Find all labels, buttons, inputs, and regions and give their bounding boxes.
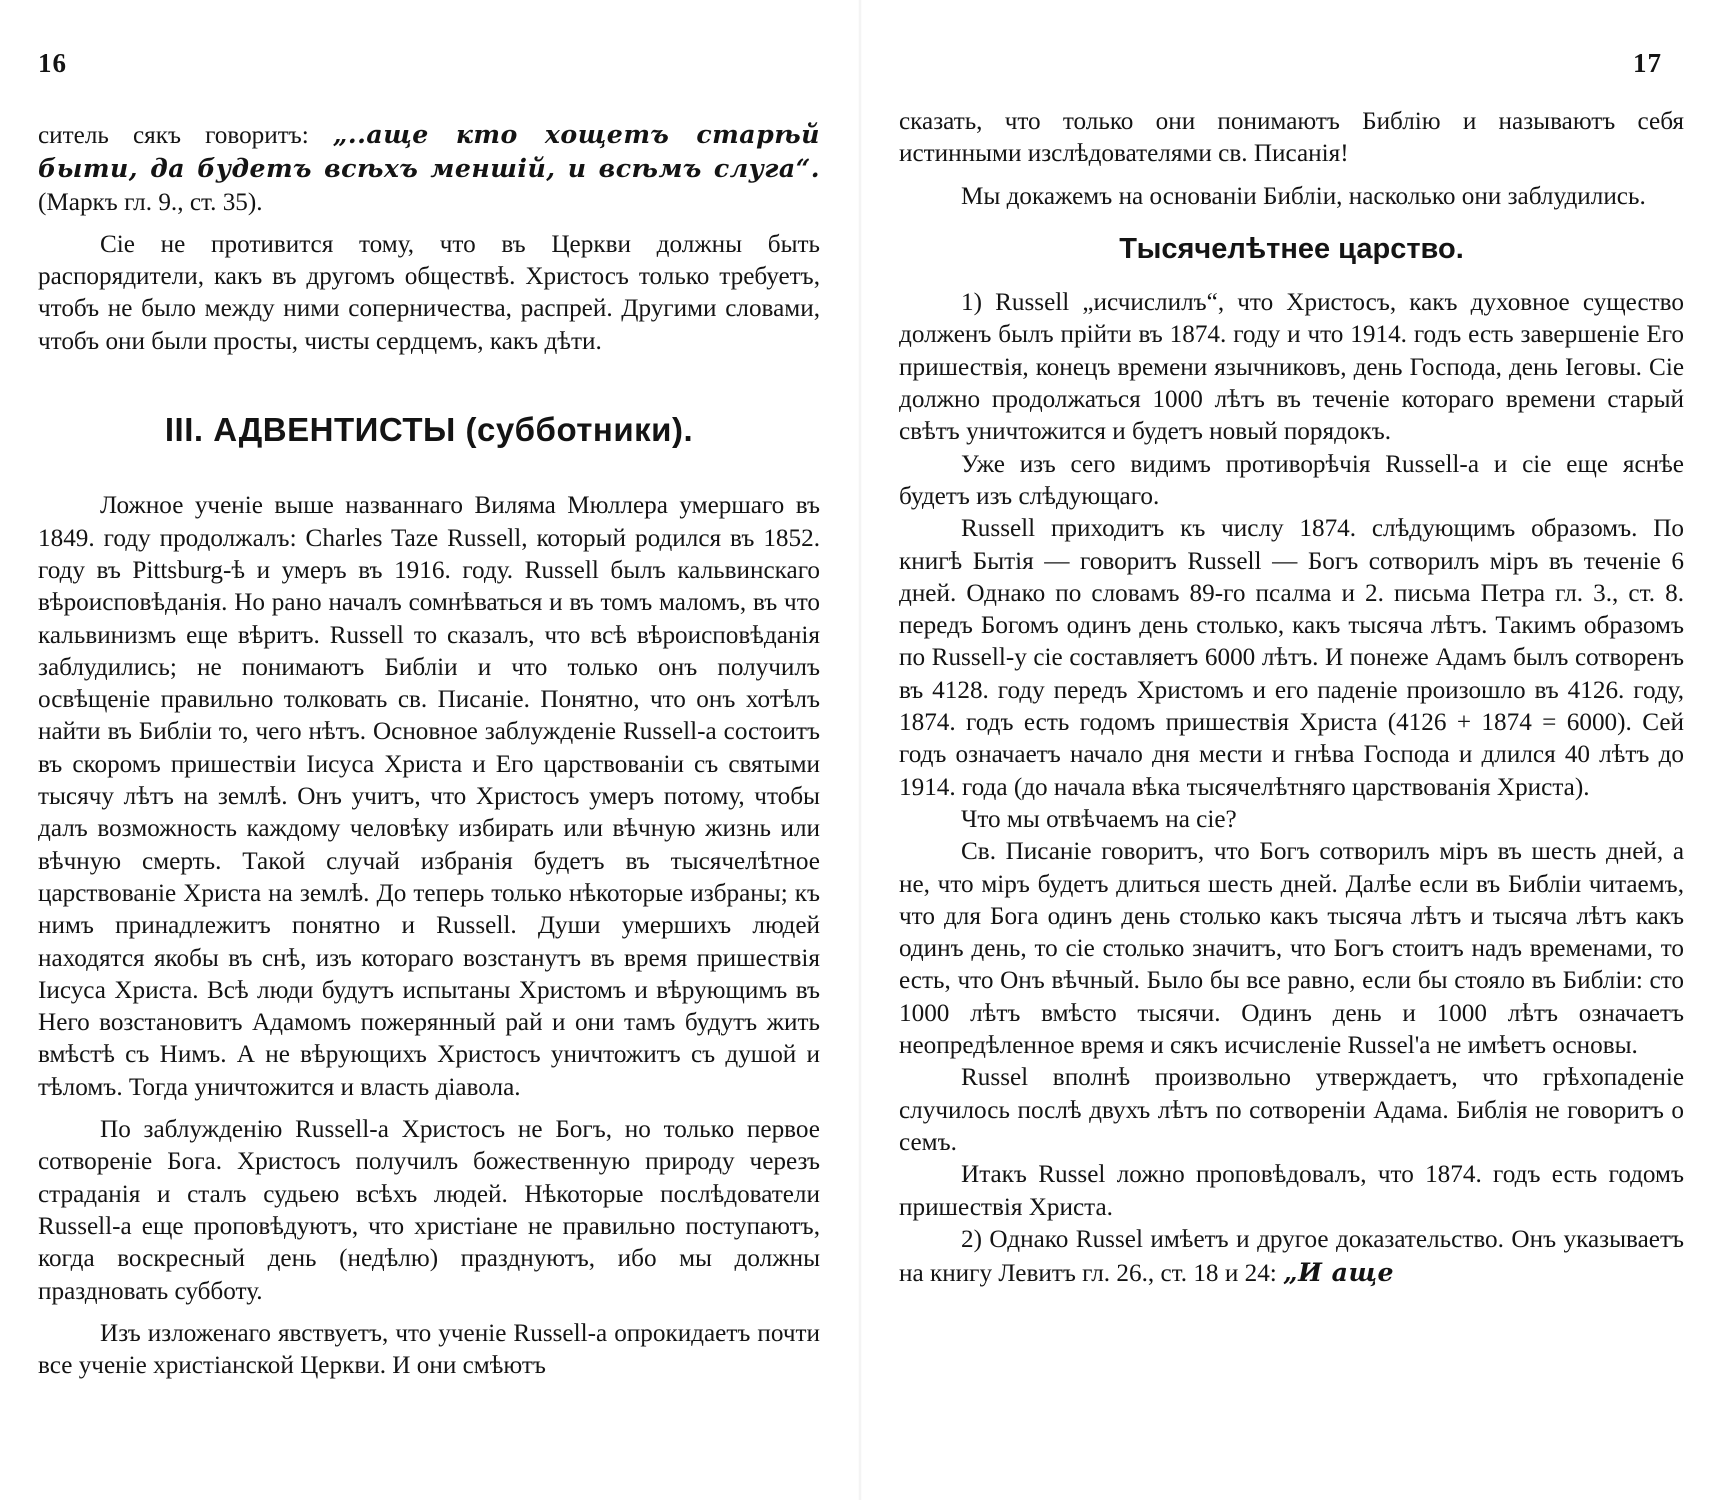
paragraph: Итакъ Russel ложно проповѣдовалъ, что 1874. годъ есть годомъ пришествія Христа. <box>899 1161 1684 1221</box>
paragraph: Что мы отвѣчаемъ на сіе? <box>961 805 1237 833</box>
right-page-text <box>899 106 1684 1290</box>
paragraph: Св. Писаніе говоритъ, что Богъ сотворилъ міръ въ шесть дней, а не, что міръ будетъ длиться шесть дней. Далѣе если въ Библіи читаемъ, что для Бога одинъ день столько какъ тысяча лѣтъ и тысяча лѣтъ какъ одинъ день, то сіе столько значитъ, что Богъ стоитъ надъ временами, то есть, что Онъ вѣчный. Было бы все равно, если бы стояло въ Библіи: сто 1000 лѣтъ вмѣсто тысячи. Одинъ день и 1000 лѣтъ означаетъ неопредѣленное время и сякъ исчисленіе Russel'а не имѣетъ основы. <box>899 838 1684 1060</box>
right-page <box>861 0 1722 1500</box>
paragraph: 1) Russell „исчислилъ“, что Христосъ, какъ духовное существо долженъ былъ прійти въ 1874. году и что 1914. годъ есть завершеніе Его пришествія, конецъ времени язычниковъ, день Господа, день Іеговы. Сіе должно продолжаться 1000 лѣтъ въ теченіе котораго времени старый свѣтъ уничтожится и будетъ новый порядокъ. <box>899 289 1684 446</box>
sub-heading: Тысячелѣтнее царство. <box>1119 232 1464 265</box>
paragraph: Изъ изложенаго явствуетъ, что ученіе Russell-а опрокидаетъ почти все ученіе христіанской Церкви. И они смѣютъ <box>38 1319 820 1380</box>
page-number-left: 16 <box>38 48 67 78</box>
left-page-text <box>38 118 820 1382</box>
paragraph: По заблужденію Russell-а Христосъ не Богъ, но только первое сотвореніе Бога. Христосъ получилъ божественную природу черезъ страданія и сталъ судьею всѣхъ людей. Нѣкоторые послѣдователи Russell-а еще проповѣдуютъ, что христіане не правильно поступаютъ, когда воскресный день (недѣлю) празднуютъ, ибо мы должны праздновать субботу. <box>38 1116 820 1305</box>
paragraph: Уже изъ сего видимъ противорѣчія Russell-а и сіе еще яснѣе будетъ изъ слѣдующаго. <box>899 450 1684 510</box>
church-slavonic-quote: „И аще <box>1283 1257 1395 1288</box>
church-slavonic-quote: „..аще кто хощетъ старѣй быти, да будетъ всѣхъ меншій, и всѣмъ слуга“. <box>38 119 820 184</box>
paragraph: Russel вполнѣ произвольно утверждаетъ, что грѣхопаденіе случилось послѣ двухъ лѣтъ по сотвореніи Адама. Библія не говоритъ о семъ. <box>899 1064 1684 1156</box>
opening-line-prefix: ситель сякъ говоритъ: <box>38 122 333 149</box>
paragraph-text: 2) Однако Russel имѣетъ и другое доказательство. Онъ указываетъ на книгу Левитъ гл. 26., ст. 18 и 24: <box>899 1225 1684 1288</box>
paragraph <box>899 1224 1684 1291</box>
scripture-reference: (Маркъ гл. 9., ст. 35). <box>38 188 263 216</box>
paragraph: сказать, что только они понимаютъ Библію и называютъ себя истинными изслѣдователями св. Писанія! <box>899 108 1684 168</box>
section-heading: III. АДВЕНТИСТЫ (субботники). <box>164 411 694 449</box>
opening-paragraph <box>38 118 820 219</box>
paragraph: Ложное ученіе выше названнаго Виляма Мюллера умершаго въ 1849. году продолжалъ: Charles Taze Russell, который родился въ 1852. году въ Pittsburg-ѣ и умеръ въ 1916. году. Russell былъ кальвинскаго вѣроисповѣданія. Но рано началъ сомнѣваться и въ томъ маломъ, въ что кальвинизмъ еще вѣритъ. Russell то сказалъ, что всѣ вѣроисповѣданія заблудились; не понимаютъ Библіи и что только онъ получилъ освѣщеніе правильно толковать св. Писаніе. Понятно, что онъ хотѣлъ найти въ Библіи то, чего нѣтъ. Основное заблужденіе Russell-а состоитъ въ скоромъ пришествіи Іисуса Христа и Его царствованіи съ святыми тысячу лѣтъ на землѣ. Онъ учитъ, что Христосъ умеръ потому, чтобы далъ возможность каждому человѣку избирать или вѣчную жизнь или вѣчную смерть. Такой случай избранія будетъ въ тысячелѣтное царствованіе Христа на землѣ. До теперь только нѣкоторые избраны; къ нимъ принадлежитъ понятно и Russell. Души умершихъ людей находятся якобы въ снѣ, изъ котораго возстанутъ въ время пришествія Іисуса Христа. Всѣ люди будутъ испытаны Христомъ и вѣрующимъ въ Него возстановитъ Адамомъ пожерянный рай и они тамъ будутъ жить вмѣстѣ съ Нимъ. А не вѣрующихъ Христосъ уничтожитъ съ душой и тѣломъ. Тогда уничтожится и власть діавола. <box>38 492 820 1101</box>
paragraph: Мы докажемъ на основаніи Библіи, насколько они заблудились. <box>961 182 1646 210</box>
page-number-right: 17 <box>1633 48 1662 78</box>
paragraph: Russell приходитъ къ числу 1874. слѣдующимъ образомъ. По книгѣ Бытія — говоритъ Russell — Богъ сотворилъ міръ въ теченіе 6 дней. Однако по словамъ 89-го псалма и 2. письма Петра гл. 3., ст. 8. передъ Богомъ одинъ день столько, какъ тысяча лѣтъ. Такимъ образомъ по Russell-у сіе составляетъ 6000 лѣтъ. И понеже Адамъ былъ сотворенъ въ 4128. году передъ Христомъ и его паденіе произошло въ 4126. году, 1874. годъ есть годомъ пришествія Христа (4126 + 1874 = 6000). Сей годъ означаетъ начало дня мести и гнѣва Господа и длился 40 лѣтъ до 1914. года (до начала вѣка тысячелѣтняго царствованія Христа). <box>899 515 1684 801</box>
paragraph: Сіе не противится тому, что въ Церкви должны быть распорядители, какъ въ другомъ обществѣ. Христосъ только требуетъ, чтобъ не было между ними соперничества, распрей. Другими словами, чтобъ они были просты, чисты сердцемъ, какъ дѣти. <box>38 230 820 355</box>
